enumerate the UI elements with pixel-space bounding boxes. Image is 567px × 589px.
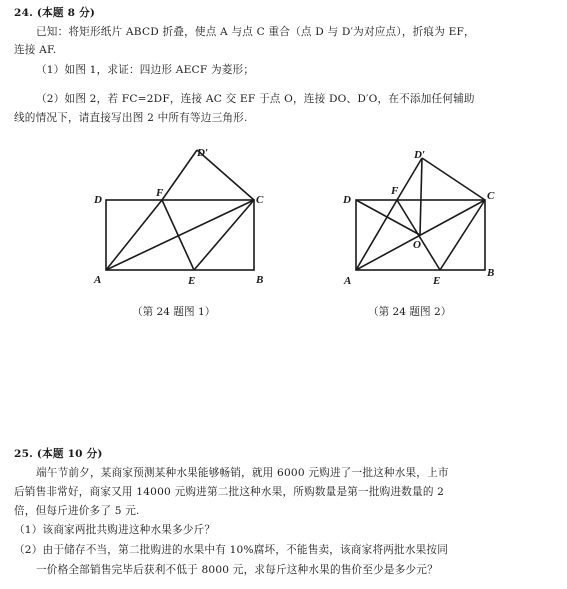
q25-part2-line1: （2）由于储存不当，第二批购进的水果中有 10%腐坏，不能售卖，该商家将两批水果按同 [14, 544, 449, 556]
fig2-segment-fd1 [397, 158, 422, 200]
fig1-segment-ac [106, 200, 254, 270]
fig2-caption: （第 24 题图 2） [368, 306, 452, 318]
q24-statement-line1: 已知：将矩形纸片 ABCD 折叠，使点 A 与点 C 重合（点 D 与 D′为对应点），折痕为 EF， [36, 26, 475, 38]
fig2-segment-do [356, 200, 420, 235]
fig1-label-d-prime: D′ [197, 147, 209, 159]
q24-part2-line1: （2）如图 2，若 FC=2DF，连接 AC 交 EF 于点 O，连接 DO、D′O，在不添加任何辅助 [36, 93, 475, 105]
fig2-label-o: O [413, 239, 421, 251]
fig2-label-b: B [487, 267, 495, 279]
q25-statement-line2: 后销售非常好，商家又用 14000 元购进第二批这种水果，所购数量是第一批购进数量的 2 [14, 486, 445, 498]
fig2-label-a: A [344, 275, 352, 287]
q24-header: 24. (本题 8 分) [14, 7, 96, 19]
fig2-label-c: C [487, 190, 495, 202]
q25-header: 25. (本题 10 分) [14, 448, 103, 460]
fig1-label-b: B [256, 274, 264, 286]
q25-part1: （1）该商家两批共购进这种水果多少斤？ [14, 524, 216, 536]
fig1-label-e: E [188, 275, 196, 287]
fig1-label-f: F [156, 187, 164, 199]
fig1-segment-fe [162, 200, 194, 270]
fig1-label-a: A [94, 274, 102, 286]
q24-part2-line2: 线的情况下，请直接写出图 2 中所有等边三角形. [14, 112, 248, 124]
fig1-segment-af [106, 200, 162, 270]
fig2-label-d-prime: D′ [414, 149, 426, 161]
fig2-label-e: E [433, 275, 441, 287]
q24-part1: （1）如图 1，求证：四边形 AECF 为菱形； [36, 64, 255, 76]
fig1-segment-ec [194, 200, 254, 270]
fig2-label-f: F [391, 185, 399, 197]
fig1-segment-fd1 [162, 150, 197, 200]
q24-statement-line2: 连接 AF. [14, 44, 57, 56]
fig1-label-c: C [256, 194, 264, 206]
fig2-segment-d1c [422, 158, 485, 200]
q25-part2-line2: 一价格全部销售完毕后获利不低于 8000 元，求每斤这种水果的售价至少是多少元？ [36, 564, 438, 576]
fig1-label-d: D [94, 194, 102, 206]
fig2-segment-d1o [420, 158, 422, 235]
fig1-caption: （第 24 题图 1） [132, 306, 216, 318]
fig2-segment-ec [440, 200, 485, 270]
q25-statement-line3: 倍，但每斤进价多了 5 元. [14, 505, 140, 517]
fig2-label-d: D [343, 194, 351, 206]
q25-statement-line1: 端午节前夕，某商家预测某种水果能够畅销，就用 6000 元购进了一批这种水果，上市 [36, 467, 449, 479]
